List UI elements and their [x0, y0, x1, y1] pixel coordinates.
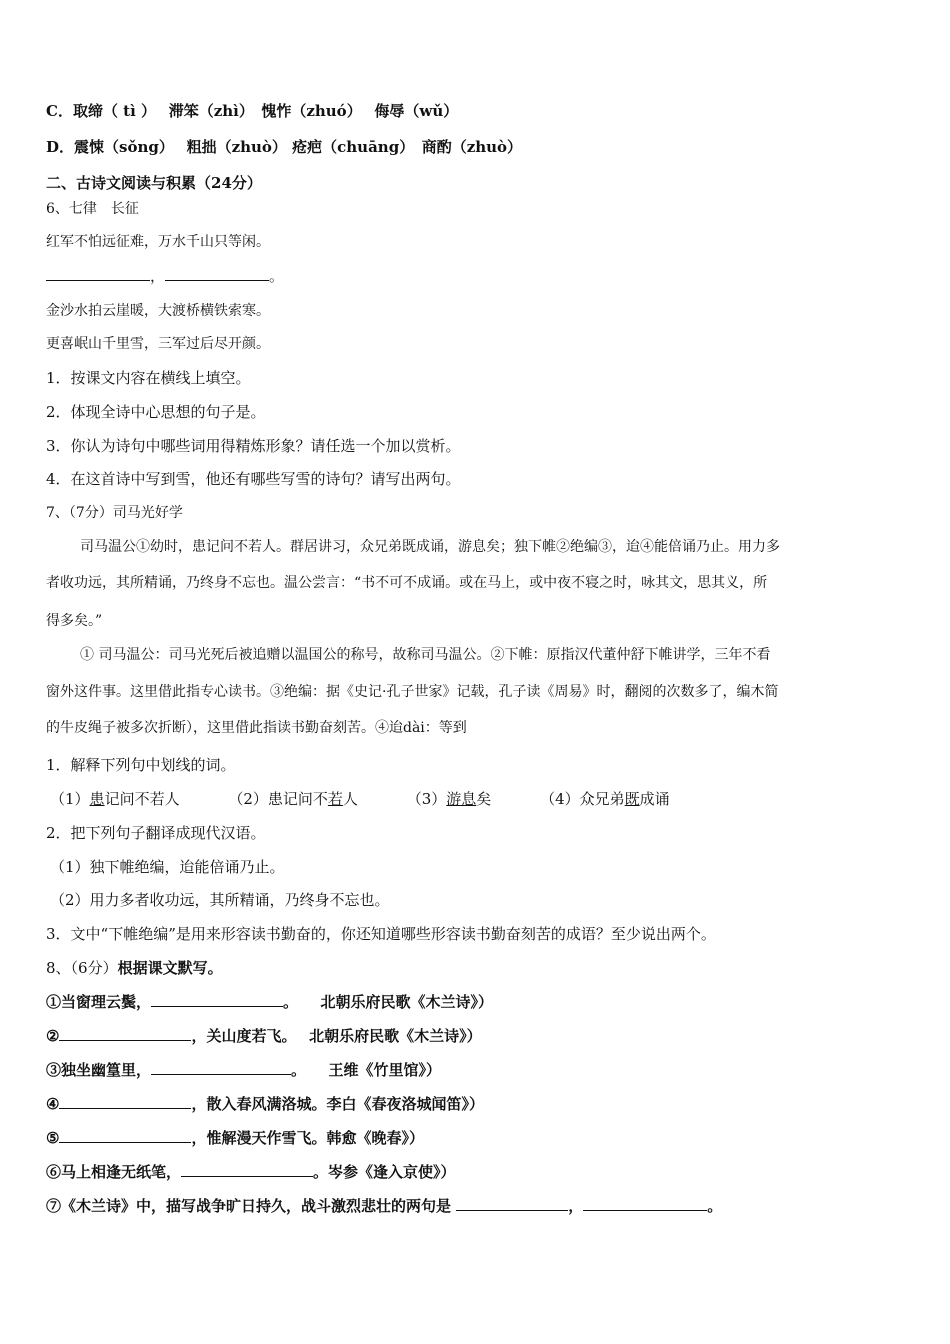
q7-passage-line-1: 司马温公①幼时，患记问不若人。群居讲习，众兄弟既成诵，游息矣；独下帷②绝编③，迨④能倍诵乃止。用力多	[80, 539, 780, 555]
q7-title: 7、（7分）司马光好学	[46, 505, 183, 521]
q6-poem-line-1: 红军不怕远征难，万水千山只等闲。	[46, 234, 270, 250]
q7-sub-question-1: 1．解释下列句中划线的词。	[46, 756, 236, 774]
q8-item-1: ①当窗理云鬓， 。 北朝乐府民歌《木兰诗》）	[46, 993, 494, 1011]
q7-word-list	[50, 789, 670, 809]
q6-sub-question-2: 2．体现全诗中心思想的句子是。	[46, 403, 266, 421]
word-item: （1）患记问不若人	[50, 790, 180, 808]
fill-blank[interactable]	[181, 1162, 313, 1177]
q7-note-line-3: 的牛皮绳子被多次折断），这里借此指读书勤奋刻苦。④迨dài：等到	[46, 720, 467, 736]
q6-sub-question-1: 1．按课文内容在横线上填空。	[46, 369, 251, 387]
q8-item-7: ⑦《木兰诗》中，描写战争旷日持久，战斗激烈悲壮的两句是 ， 。	[46, 1197, 723, 1215]
q8-item-5: ⑤ ，惟解漫天作雪飞。韩愈《晚春》）	[46, 1129, 424, 1147]
comma: ，	[150, 267, 166, 285]
word-item: （3）游息矣	[406, 790, 492, 808]
q7-passage-line-2: 者收功远，其所精诵，乃终身不忘也。温公尝言：“书不可不成诵。或在马上，或中夜不寝之时，咏其文，思其义，所	[46, 575, 768, 591]
q8-item-3: ③独坐幽篁里， 。 王维《竹里馆》）	[46, 1061, 442, 1079]
fill-blank[interactable]	[583, 1196, 707, 1211]
fill-blank[interactable]	[151, 992, 283, 1007]
q8-item-6: ⑥马上相逢无纸笔， 。岑参《逢入京使》）	[46, 1163, 456, 1181]
word-item: （2）患记问不若人	[228, 790, 358, 808]
fill-blank[interactable]	[151, 1060, 291, 1075]
q7-sub-question-3: 3．文中“下帷绝编”是用来形容读书勤奋的，你还知道哪些形容读书勤奋刻苦的成语？至少说出两个。	[46, 925, 716, 943]
fill-blank[interactable]	[59, 1094, 191, 1109]
fill-blank[interactable]	[165, 266, 269, 281]
q7-note-line-1: ① 司马温公：司马光死后被追赠以温国公的称号，故称司马温公。②下帷：原指汉代董仲舒下帷讲学，三年不看	[80, 647, 771, 663]
q6-title: 6、七律 长征	[46, 201, 139, 217]
q6-sub-question-4: 4．在这首诗中写到雪，他还有哪些写雪的诗句？请写出两句。	[46, 470, 461, 488]
section-heading: 二、古诗文阅读与积累（24分）	[46, 174, 262, 192]
q5-option-c: C．取缔（ tì ） 滞笨（zhì） 愧怍（zhuó） 侮辱（wǔ）	[46, 102, 459, 120]
q7-sentence-1: （1）独下帷绝编，迨能倍诵乃止。	[50, 858, 285, 876]
q8-item-2: ② ，关山度若飞。 北朝乐府民歌《木兰诗》）	[46, 1027, 482, 1045]
q8-title: 8、（6分）根据课文默写。	[46, 959, 223, 977]
word-item: （4）众兄弟既成诵	[540, 790, 670, 808]
q6-poem-line-3: 金沙水拍云崖暖，大渡桥横铁索寒。	[46, 303, 270, 319]
q7-sub-question-2: 2．把下列句子翻译成现代汉语。	[46, 824, 266, 842]
fill-blank[interactable]	[456, 1196, 568, 1211]
fill-blank[interactable]	[59, 1128, 191, 1143]
q6-sub-question-3: 3．你认为诗句中哪些词用得精炼形象？请任选一个加以赏析。	[46, 437, 461, 455]
q7-passage-line-3: 得多矣。”	[46, 613, 103, 629]
q7-note-line-2: 窗外这件事。这里借此指专心读书。③绝编：据《史记·孔子世家》记载，孔子读《周易》时，翻阅的次数多了，编木简	[46, 684, 779, 700]
fill-blank[interactable]	[46, 266, 150, 281]
q6-poem-blank-line	[46, 266, 284, 286]
fill-blank[interactable]	[59, 1026, 191, 1041]
q7-sentence-2: （2）用力多者收功远，其所精诵，乃终身不忘也。	[50, 891, 390, 909]
q5-option-d: D．震悚（sǒng） 粗拙（zhuò） 疮疤（chuāng） 商酌（zhuò）	[46, 138, 523, 156]
q6-poem-line-4: 更喜岷山千里雪，三军过后尽开颜。	[46, 336, 270, 352]
period: 。	[269, 267, 285, 285]
q8-item-4: ④ ，散入春风满洛城。李白《春夜洛城闻笛》）	[46, 1095, 484, 1113]
